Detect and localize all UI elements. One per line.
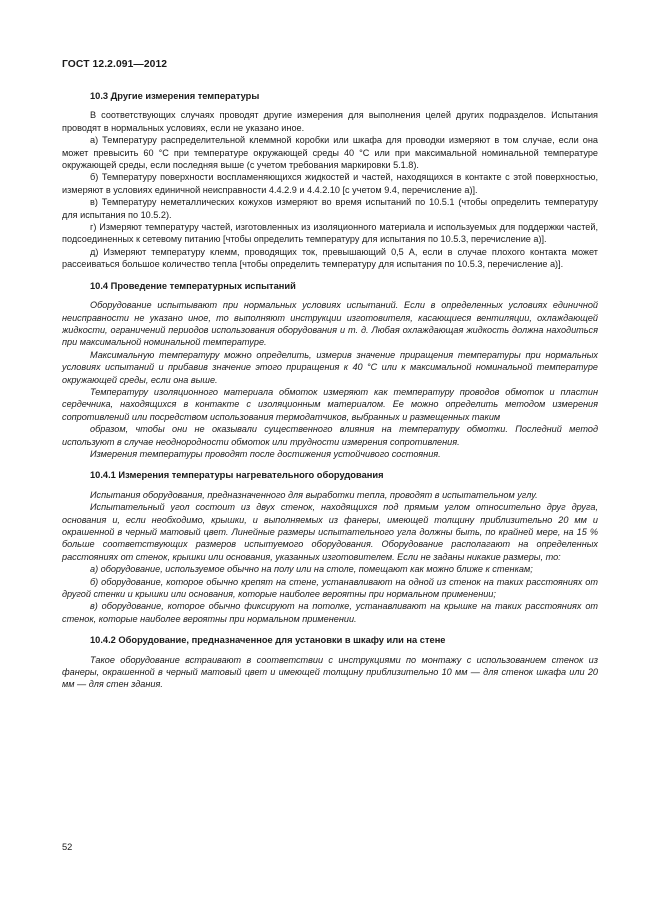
paragraph: Температуру изоляционного материала обмоток измеряют как температуру проводов обмоток и пластин сердечника, находящихся в контакте с изоляционным материалом. Ее можно определить методом измерения сопротивлений или посредством использования термодатчиков, выбранных и размещенных таким (62, 386, 598, 422)
paragraph: Оборудование испытывают при нормальных условиях испытаний. Если в определенных условиях единичной неисправности не указано иное, то выполняют инструкции изготовителя, касающиеся вентиляции, охлаждающей жидкости, ограничений периодов использования оборудования и т. д. Любая охлаждающая жидкость должна находиться при максимальной номинальной температуре. (62, 300, 598, 348)
list-item: в) Температуру неметаллических кожухов измеряют во время испытаний по 10.5.1 (чтобы определить температуру для испытания по 10.5.2). (62, 197, 598, 220)
paragraph: В соответствующих случаях проводят другие измерения для выполнения целей других подразделов. Испытания проводят в нормальных условиях, если не указано иное. (62, 110, 598, 133)
list-item: г) Измеряют температуру частей, изготовленных из изоляционного материала и используемых для поддержки частей, подсоединенных к сетевому питанию [чтобы определить температуру для испытания по 10.5.3, перечисление а)]. (62, 222, 598, 245)
section-heading-10-3: 10.3 Другие измерения температуры (90, 91, 260, 101)
page-number: 52 (62, 842, 73, 852)
list-item: д) Измеряют температуру клемм, проводящих ток, превышающий 0,5 А, если в случае плохого контакта может рассеиваться большое количество тепла [чтобы определить температуру для испытания по 10.5.3, перечисление а)]. (62, 246, 598, 270)
paragraph: Испытательный угол состоит из двух стенок, находящихся под прямым углом относительно друг друга, основания и, если необходимо, крышки, и выполняемых из фанеры, имеющей толщину приблизительно 20 мм и окрашенной в черный матовый цвет. Линейные размеры испытательного угла должны быть, по крайней мере, на 15 % больше соответствующих размеров испытуемого оборудования. Оборудование располагают на определенных расстояниях от стенок, крышки или основания, указанных изготовителем. Если не заданы никакие размеры, то: (62, 502, 598, 562)
paragraph: Испытания оборудования, предназначенного для выработки тепла, проводят в испытательном углу. (90, 489, 538, 500)
section-heading-10-4: 10.4 Проведение температурных испытаний (90, 280, 296, 291)
section-heading-10-4-2: 10.4.2 Оборудование, предназначенное для установки в шкафу или на стене (90, 635, 446, 646)
document-header: ГОСТ 12.2.091—2012 (62, 59, 168, 70)
list-item: б) Температуру поверхности воспламеняющихся жидкостей и частей, находящихся в контакте с этой поверхностью, измеряют в условиях единичной неисправности 4.4.2.9 и 4.4.2.10 [с учетом 9.4, перечисление а)]. (62, 172, 598, 195)
paragraph: Максимальную температуру можно определить, измерив значение приращения температуры при нормальных условиях испытаний и прибавив значение этого приращения к 40 °С или к максимальной номинальной температуре окружающей среды, если она выше. (62, 349, 598, 385)
document-body (62, 90, 598, 691)
paragraph: Такое оборудование встраивают в соответствии с инструкциями по монтажу с использованием стенок из фанеры, окрашенной в черный матовый цвет и имеющей толщину приблизительно 10 мм — для стенок шкафа или 20 мм — для стен здания. (62, 654, 598, 690)
list-item: в) оборудование, которое обычно фиксируют на потолке, устанавливают на крышке на таких расстояниях от стенок, которые наиболее вероятны при нормальном применении. (62, 601, 598, 624)
paragraph: образом, чтобы они не оказывали существенного влияния на температуру обмотки. Последний метод используют в случае неоднородности обмоток или трудности измерения сопротивления. (62, 424, 598, 447)
list-item: б) оборудование, которое обычно крепят на стене, устанавливают на одной из стенок на таких расстояниях от другой стенки и крышки или основания, которые наиболее вероятны при нормальном применении; (62, 576, 598, 600)
paragraph: Измерения температуры проводят после достижения устойчивого состояния. (90, 448, 441, 459)
list-item: а) Температуру распределительной клеммной коробки или шкафа для проводки измеряют в том случае, если она может превысить 60 °С при температуре окружающей среды 40 °С или при максимальной номинальной температуре окружающей среды, если последняя выше (с учетом требования маркировки 5.1.8). (62, 135, 598, 171)
list-item: а) оборудование, используемое обычно на полу или на столе, помещают как можно ближе к стенкам; (90, 564, 533, 575)
section-heading-10-4-1: 10.4.1 Измерения температуры нагревательного оборудования (90, 470, 384, 481)
